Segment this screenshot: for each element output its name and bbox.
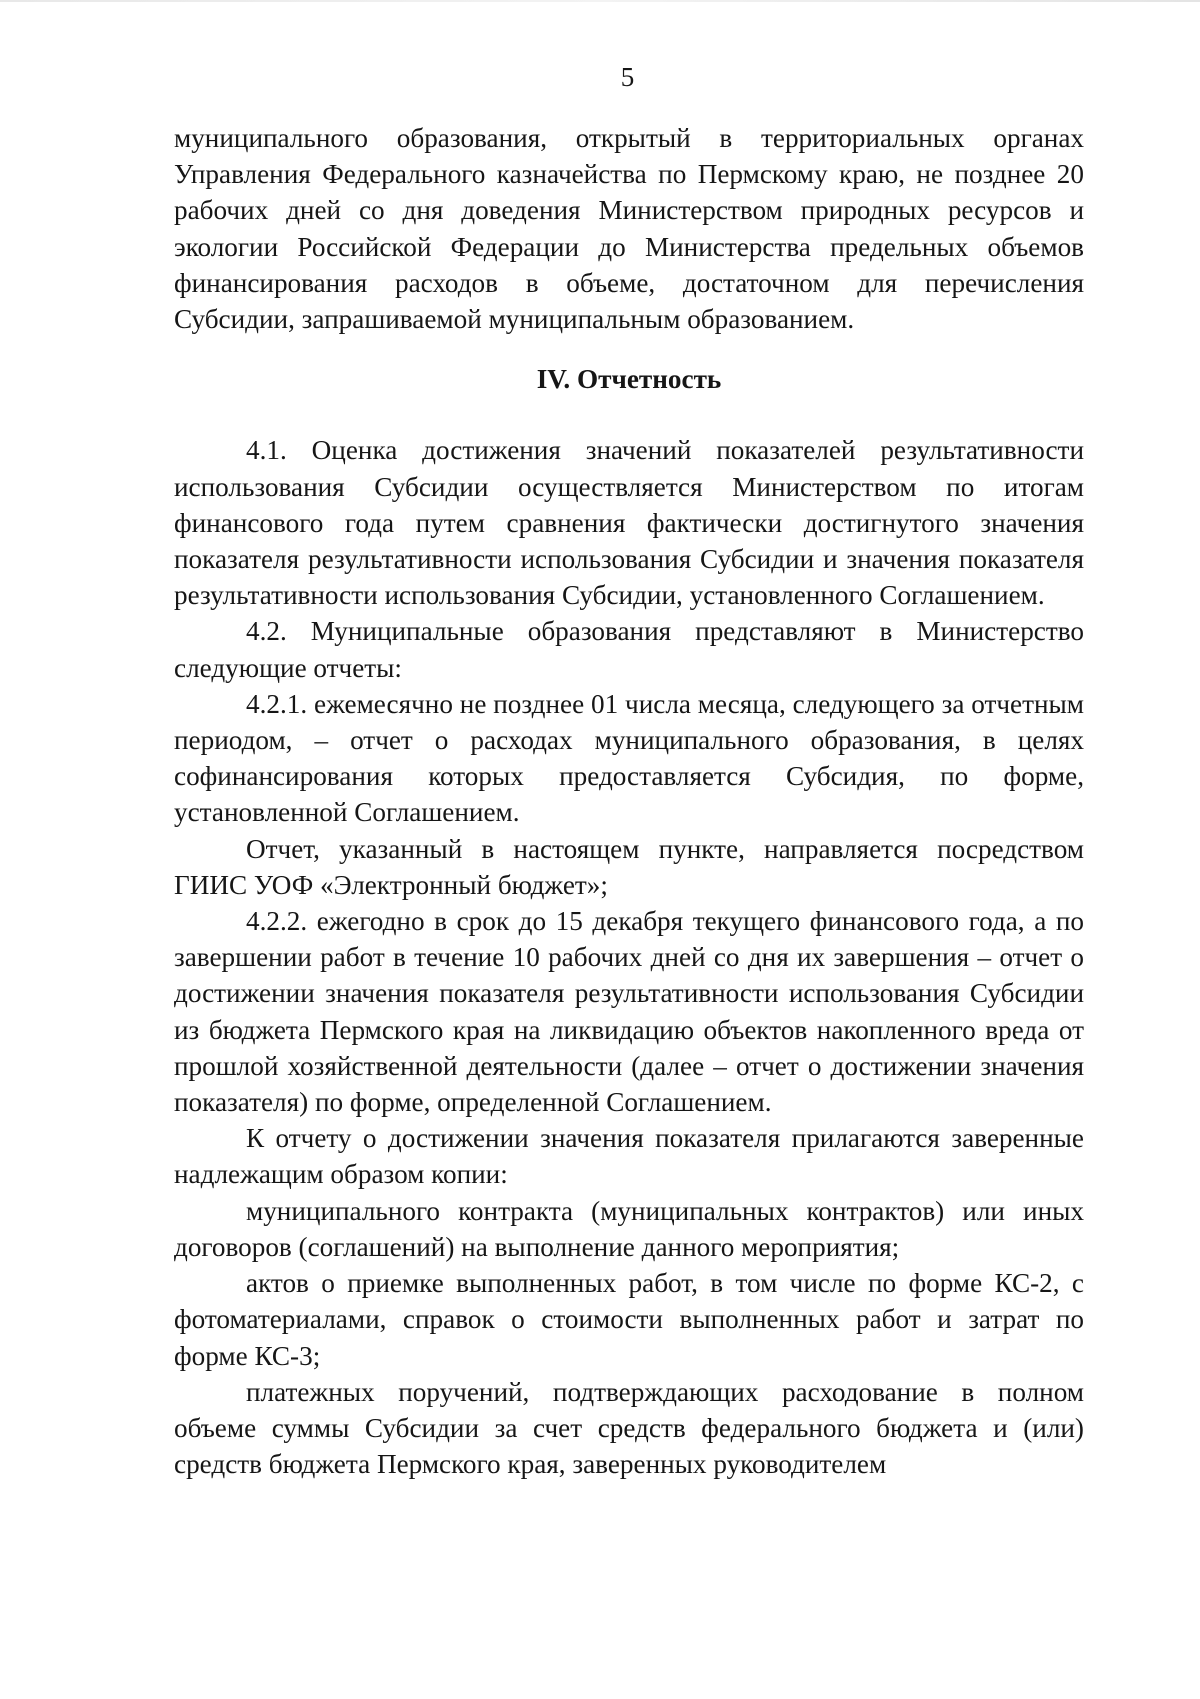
- scan-edge: [0, 0, 1200, 2]
- paragraph-attachment-payments: платежных поручений, подтверждающих расходование в полном объеме суммы Субсидии за счет средств федерального бюджета и (или) средств бюджета Пермского края, заверенных руководителем: [174, 1376, 1084, 1480]
- paragraph-report-channel: Отчет, указанный в настоящем пункте, направляется посредством ГИИС УОФ «Электронный бюджет»;: [174, 833, 1084, 900]
- page-number: 5: [620, 62, 635, 92]
- document-body: [174, 120, 1084, 1482]
- paragraph-attachment-acts: актов о приемке выполненных работ, в том числе по форме КС-2, с фотоматериалами, справок о стоимости выполненных работ и затрат по форме КС-3;: [174, 1268, 1084, 1371]
- paragraph-attachments-intro: К отчету о достижении значения показателя прилагаются заверенные надлежащим образом копии:: [174, 1123, 1084, 1190]
- paragraph-4-2: 4.2. Муниципальные образования представляют в Министерство следующие отчеты:: [174, 616, 1084, 683]
- paragraph-4-2-2: 4.2.2. ежегодно в срок до 15 декабря текущего финансового года, а по завершении работ в течение 10 рабочих дней со дня их завершения – отчет о достижении значения показателя результативности использования Субсидии из бюджета Пермского края на ликвидацию объектов накопленного вреда от прошлой хозяйственной деятельности (далее – отчет о достижении значения показателя) по форме, определенной Соглашением.: [174, 906, 1084, 1118]
- paragraph-4-1: 4.1. Оценка достижения значений показателей результативности использования Субсидии осуществляется Министерством по итогам финансового года путем сравнения фактически достигнутого значения показателя результативности использования Субсидии и значения показателя результативности использования Субсидии, установленного Соглашением.: [174, 435, 1084, 611]
- section-heading: IV. Отчетность: [536, 364, 722, 395]
- paragraph-attachment-contract: муниципального контракта (муниципальных контрактов) или иных договоров (соглашений) на выполнение данного мероприятия;: [174, 1195, 1084, 1262]
- paragraph-continuation: муниципального образования, открытый в территориальных органах Управления Федерального казначейства по Пермскому краю, не позднее 20 рабочих дней со дня доведения Министерством природных ресурсов и экологии Российской Федерации до Министерства предельных объемов финансирования расходов в объеме, достаточном для перечисления Субсидии, запрашиваемой муниципальным образованием.: [174, 123, 1084, 335]
- paragraph-4-2-1: 4.2.1. ежемесячно не позднее 01 числа месяца, следующего за отчетным периодом, – отчет о расходах муниципального образования, в целях софинансирования которых предоставляется Субсидия, по форме, установленной Соглашением.: [174, 688, 1084, 828]
